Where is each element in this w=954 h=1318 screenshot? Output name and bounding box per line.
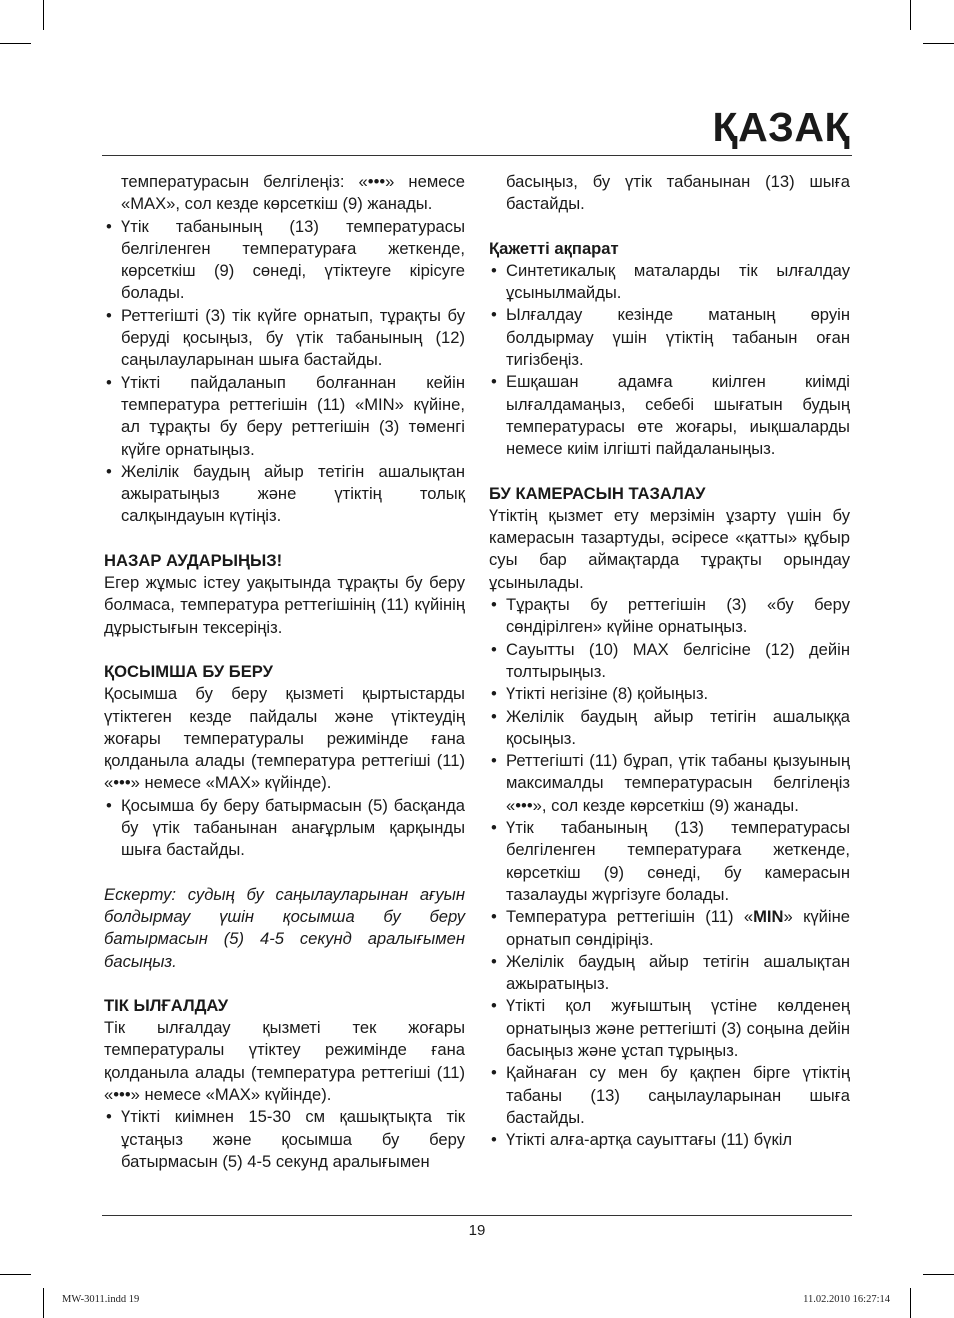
crop-mark (923, 43, 954, 44)
list-item: • Тұрақты бу реттегішін (3) «бу беру сөндірілген» күйіне орнатыңыз. (489, 594, 850, 639)
list-item-text: Температура реттегішін (11) « (506, 907, 754, 927)
extra-steam-list (104, 795, 465, 862)
page-title: ҚАЗАҚ (712, 104, 850, 150)
list-item: • Қайнаған су мен бу қақпен бірге үтіктің табаны (13) саңылауларынан шыға бастайды. (489, 1062, 850, 1129)
list-item: • Реттегішті (11) бұрап, үтік табаны қызуының максималды температурасын белгілеңіз «•••», сол кезде көрсеткіш (9) жанады. (489, 750, 850, 817)
right-column (489, 171, 850, 1151)
info-heading: Қажетті ақпарат (489, 238, 619, 258)
crop-mark (910, 0, 911, 30)
list-item: • Синтетикалық маталарды тік ылғалдау ұсынылмайды. (489, 260, 850, 305)
crop-mark (0, 43, 31, 44)
header-rule (102, 155, 852, 156)
list-item: • Сауытты (10) MAX белгісіне (12) дейін толтырыңыз. (489, 639, 850, 684)
crop-mark (923, 1274, 954, 1275)
continued-paragraph: температурасын белгілеңіз: «•••» немесе «MAX», сол кезде көрсеткіш (9) жанады. (121, 172, 465, 214)
list-item: • Қосымша бу беру батырмасын (5) басқанда бу үтік табанынан анағұрлым қарқынды шыға бастайды. (104, 795, 465, 862)
extra-steam-heading: ҚОСЫМША БУ БЕРУ (104, 661, 273, 681)
vertical-steam-list (104, 1106, 465, 1173)
crop-mark (43, 0, 44, 30)
footer-rule (102, 1215, 852, 1216)
slug-filename: MW-3011.indd 19 (62, 1294, 140, 1305)
cleaning-text: Үтіктің қызмет ету мерзімін ұзарту үшін бу камерасын тазартуды, әсіресе «қатты» құбыр суы бар аймақтарда тұрақты орындау ұсынылады. (489, 505, 850, 592)
attention-text: Егер жұмыс істеу уақытында тұрақты бу беру болмаса, температура реттегішінің (11) күйінің дұрыстығын тексеріңіз. (104, 573, 465, 637)
list-item: • Үтік табанының (13) температурасы белгіленген температураға жеткенде, көрсеткіш (9) сөнеді, үтіктеуге кірісуге болады. (104, 216, 465, 305)
page-number: 19 (468, 1222, 486, 1239)
crop-mark (43, 1288, 44, 1318)
list-item: • Үтікті негізіне (8) қойыңыз. (489, 683, 850, 705)
slug-timestamp: 11.02.2010 16:27:14 (803, 1294, 890, 1305)
list-item: • Үтікті қол жуғыштың үстіне көлденең орнатыңыз және реттегішті (3) соңына дейін басыңыз және ұстап тұрыңыз. (489, 995, 850, 1062)
list-item: • Ылғалдау кезінде матаның өруін болдырмау үшін үтіктің табанын оған тигізбеңіз. (489, 304, 850, 371)
crop-mark (0, 1274, 31, 1275)
note-text: Ескерту: судың бу саңылауларынан ағуын болдырмау үшін қосымша бу беру батырмасын (5) 4-5 секунд аралығымен басыңыз. (104, 884, 465, 971)
continued-paragraph: басыңыз, бу үтік табанынан (13) шыға бастайды. (506, 172, 850, 214)
cleaning-heading: БУ КАМЕРАСЫН ТАЗАЛАУ (489, 483, 706, 503)
list-item: • Желілік баудың айыр тетігін ашалыққа қосыңыз. (489, 706, 850, 751)
list-item (489, 906, 850, 951)
info-list (489, 260, 850, 461)
list-item: • Үтікті алға-артқа сауыттағы (11) бүкіл (489, 1129, 850, 1151)
list-item: • Үтік табанының (13) температурасы белгіленген температураға жеткенде, көрсеткіш (9) сөнеді, бу камерасын тазалауды жүргізуге болады. (489, 817, 850, 906)
left-column (104, 171, 465, 1173)
extra-steam-text: Қосымша бу беру қызметі қыртыстарды үтіктеген кезде пайдалы және үтіктеудің жоғары температуралы режимінде ғана қолданыла алады (температура реттегіші (11) «•••» немесе «MAX» күйінде). (104, 684, 465, 793)
crop-mark (910, 1288, 911, 1318)
list-item: • Реттегішті (3) тік күйге орнатып, тұрақты бу беруді қосыңыз, бу үтік табанының (12) саңылауларынан шыға бастайды. (104, 305, 465, 372)
list-item-text: » күйіне орнатып сөндіріңіз. (506, 907, 850, 949)
vertical-steam-text: Тік ылғалдау қызметі тек жоғары температуралы үтіктеу режимінде ғана қолданыла алады (температура реттегіші (11) «•••» немесе «MAX» күйінде). (104, 1018, 465, 1104)
list-item-bold: MIN (753, 907, 784, 927)
list-item: • Желілік баудың айыр тетігін ашалықтан ажыратыңыз. (489, 951, 850, 996)
cleaning-list (489, 594, 850, 1151)
usage-list (104, 216, 465, 528)
vertical-steam-heading: ТІК ЫЛҒАЛДАУ (104, 995, 229, 1015)
attention-heading: НАЗАР АУДАРЫҢЫЗ! (104, 550, 283, 570)
list-item: • Үтікті пайдаланып болғаннан кейін температура реттегішін (11) «MIN» күйіне, ал тұрақты бу беру реттегішін (3) төменгі күйге орнатыңыз. (104, 372, 465, 461)
list-item: • Ешқашан адамға киілген киімді ылғалдамаңыз, себебі шығатын будың температурасы өте жоғары, иықшаларды немесе киім ілгішті пайдаланыңыз. (489, 371, 850, 460)
list-item: • Үтікті киімнен 15-30 см қашықтықта тік ұстаңыз және қосымша бу беру батырмасын (5) 4-5 секунд аралығымен (104, 1106, 465, 1173)
list-item: • Желілік баудың айыр тетігін ашалықтан ажыратыңыз және үтіктің толық салқындауын күтіңіз. (104, 461, 465, 528)
